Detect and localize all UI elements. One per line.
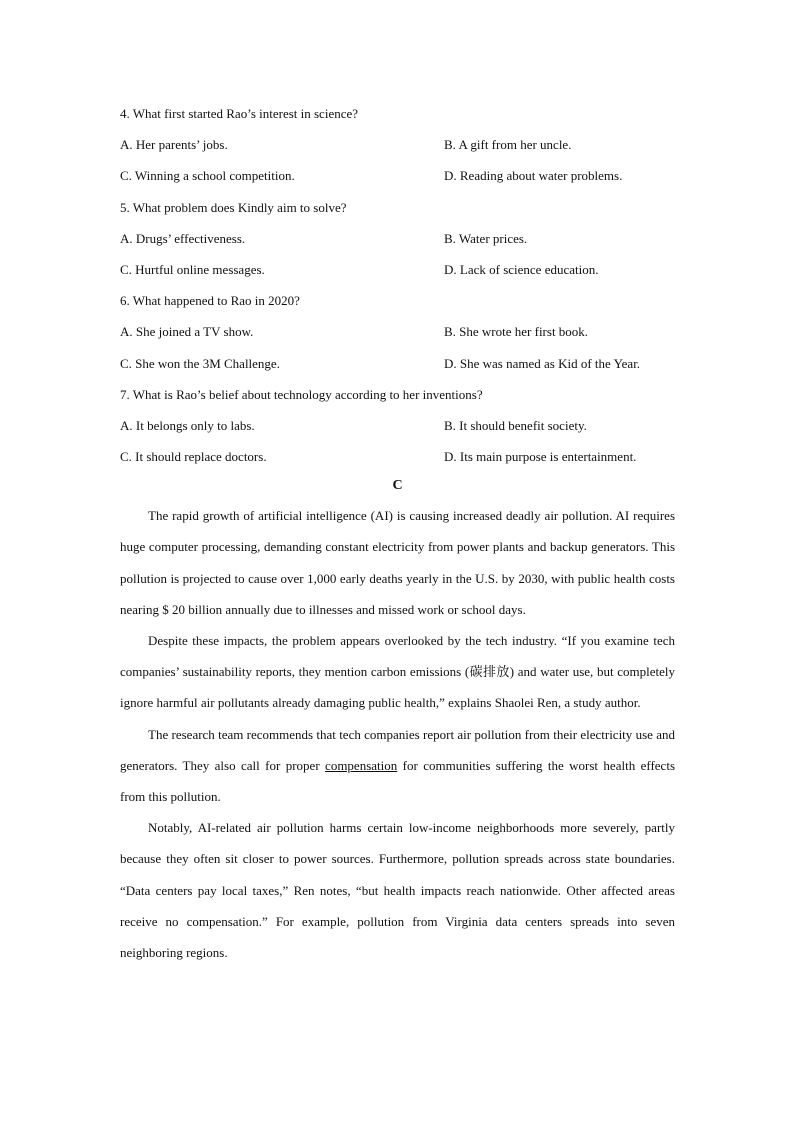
section-heading: C [392, 478, 403, 494]
question-4 [120, 98, 675, 192]
option-d: D. Lack of science education. [444, 261, 599, 277]
option-c: C. Hurtful online messages. [120, 261, 265, 277]
option-row [120, 316, 675, 347]
option-d: D. Reading about water problems. [444, 168, 623, 184]
paragraph-text: for communities suffering the worst health effects from this pollution. [120, 757, 675, 805]
question-5 [120, 192, 675, 286]
option-row [120, 410, 675, 441]
option-row [120, 223, 675, 254]
option-c: C. It should replace doctors. [120, 449, 267, 465]
option-c: C. She won the 3M Challenge. [120, 355, 280, 371]
passage-paragraph-1: The rapid growth of artificial intelligence (AI) is causing increased deadly air pollution. AI requires huge computer processing, demanding constant electricity from power plants and backup generators. This pollution is projected to cause over 1,000 early deaths yearly in the U.S. by 2030, with public health costs nearing $ 20 billion annually due to illnesses and missed work or school days. [120, 508, 675, 617]
paragraph-text: The research team recommends that tech companies report air pollution from their electricity use and generators. They also call for proper [120, 726, 675, 773]
question-stem: 5. What problem does Kindly aim to solve? [120, 199, 347, 215]
option-b: B. It should benefit society. [444, 417, 587, 433]
question-7 [120, 379, 675, 473]
question-stem: 4. What first started Rao’s interest in science? [120, 106, 359, 121]
option-a: A. Drugs’ effectiveness. [120, 230, 246, 246]
document-page [120, 98, 675, 968]
option-a: A. Her parents’ jobs. [120, 137, 228, 153]
option-b: B. A gift from her uncle. [444, 137, 572, 153]
question-stem: 7. What is Rao’s belief about technology according to her inventions? [120, 386, 483, 402]
option-a: A. It belongs only to labs. [120, 417, 255, 433]
option-row [120, 254, 675, 285]
underlined-word: compensation [325, 757, 398, 773]
option-b: B. She wrote her first book. [444, 324, 589, 340]
passage-paragraph-4: Notably, AI-related air pollution harms certain low-income neighborhoods more severely, partly because they often sit closer to power sources. Furthermore, pollution spreads across state boundaries. “Data centers pay local taxes,” Ren notes, “but health impacts reach nationwide. Other affected areas receive no compensation.” For example, pollution from Virginia data centers spreads into seven neighboring regions. [120, 820, 675, 961]
passage-paragraph-2: Despite these impacts, the problem appears overlooked by the tech industry. “If you examine tech companies’ sustainability reports, they mention carbon emissions (碳排放) and water use, but completely ignore harmful air pollutants already damaging public health,” explains Shaolei Ren, a study author. [120, 633, 675, 711]
passage-paragraph-3 [120, 719, 675, 813]
question-6 [120, 285, 675, 379]
question-stem: 6. What happened to Rao in 2020? [120, 293, 300, 309]
passage [120, 500, 675, 968]
option-row [120, 160, 675, 191]
option-b: B. Water prices. [444, 230, 528, 246]
option-c: C. Winning a school competition. [120, 168, 295, 184]
option-a: A. She joined a TV show. [120, 324, 254, 340]
option-row [120, 348, 675, 379]
option-d: D. Its main purpose is entertainment. [444, 449, 637, 465]
option-row [120, 441, 675, 472]
option-row [120, 129, 675, 160]
option-d: D. She was named as Kid of the Year. [444, 355, 641, 371]
